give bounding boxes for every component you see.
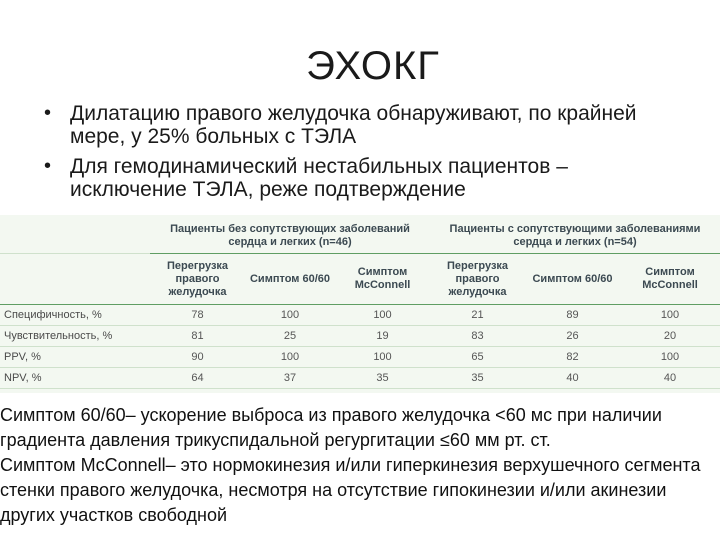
table-row — [0, 326, 720, 347]
row-label: Специфичность, % — [0, 305, 150, 326]
table-corner — [0, 254, 150, 305]
table-cell: 65 — [430, 347, 525, 368]
table-cell: 100 — [620, 347, 720, 368]
column-header: Перегрузка правого желудочка — [150, 254, 245, 305]
table-cell: 20 — [620, 326, 720, 347]
table-cell: 100 — [245, 347, 335, 368]
bullet-item: • Дилатацию правого желудочка обнаруживают, по крайней мере, у 25% больных с ТЭЛА — [44, 102, 684, 148]
column-header: Симптом 60/60 — [245, 254, 335, 305]
column-header: Симптом McConnell — [620, 254, 720, 305]
table-cell: 35 — [335, 368, 430, 389]
table-cell: 64 — [150, 368, 245, 389]
definition-60-60: Симптом 60/60– ускорение выброса из правого желудочка <60 мс при наличии градиента давления трикуспидальной регургитации ≤60 мм рт. ст. — [0, 405, 662, 450]
group-header-comorbidity: Пациенты с сопутствующими заболеваниями сердца и легких (n=54) — [430, 219, 720, 254]
table-corner — [0, 219, 150, 254]
table-cell: 90 — [150, 347, 245, 368]
table-cell: 40 — [525, 368, 620, 389]
row-label: Чувствительность, % — [0, 326, 150, 347]
table-cell: 82 — [525, 347, 620, 368]
table-cell: 100 — [335, 305, 430, 326]
column-header: Симптом 60/60 — [525, 254, 620, 305]
column-header: Перегрузка правого желудочка — [430, 254, 525, 305]
table-cell: 100 — [620, 305, 720, 326]
table-cell: 25 — [245, 326, 335, 347]
definitions-text — [0, 403, 710, 528]
column-header: Симптом McConnell — [335, 254, 430, 305]
table-cell: 100 — [245, 305, 335, 326]
table-cell: 37 — [245, 368, 335, 389]
table-cell: 81 — [150, 326, 245, 347]
table-cell: 89 — [525, 305, 620, 326]
group-header-no-comorbidity: Пациенты без сопутствующих заболеваний сердца и легких (n=46) — [150, 219, 430, 254]
table-cell: 26 — [525, 326, 620, 347]
table-row — [0, 347, 720, 368]
table-cell: 21 — [430, 305, 525, 326]
slide-title-text: ЭХОКГ — [306, 44, 440, 88]
row-label: PPV, % — [0, 347, 150, 368]
row-label: NPV, % — [0, 368, 150, 389]
table-cell: 100 — [335, 347, 430, 368]
table-cell: 40 — [620, 368, 720, 389]
bullet-list — [44, 102, 684, 208]
slide-title — [0, 44, 720, 89]
table-row — [0, 368, 720, 389]
table-cell: 83 — [430, 326, 525, 347]
definition-mcconnell: Симптом McConnell– это нормокинезия и/или гиперкинезия верхушечного сегмента стенки правого желудочка, несмотря на отсутствие гипокинезии и/или акинезии других участков свободной — [0, 455, 701, 525]
table-cell: 78 — [150, 305, 245, 326]
table-row — [0, 305, 720, 326]
table-cell: 35 — [430, 368, 525, 389]
echo-diagnostics-table — [0, 215, 720, 393]
bullet-item: • Для гемодинамический нестабильных пациентов – исключение ТЭЛА, реже подтверждение — [44, 155, 684, 201]
table-cell: 19 — [335, 326, 430, 347]
